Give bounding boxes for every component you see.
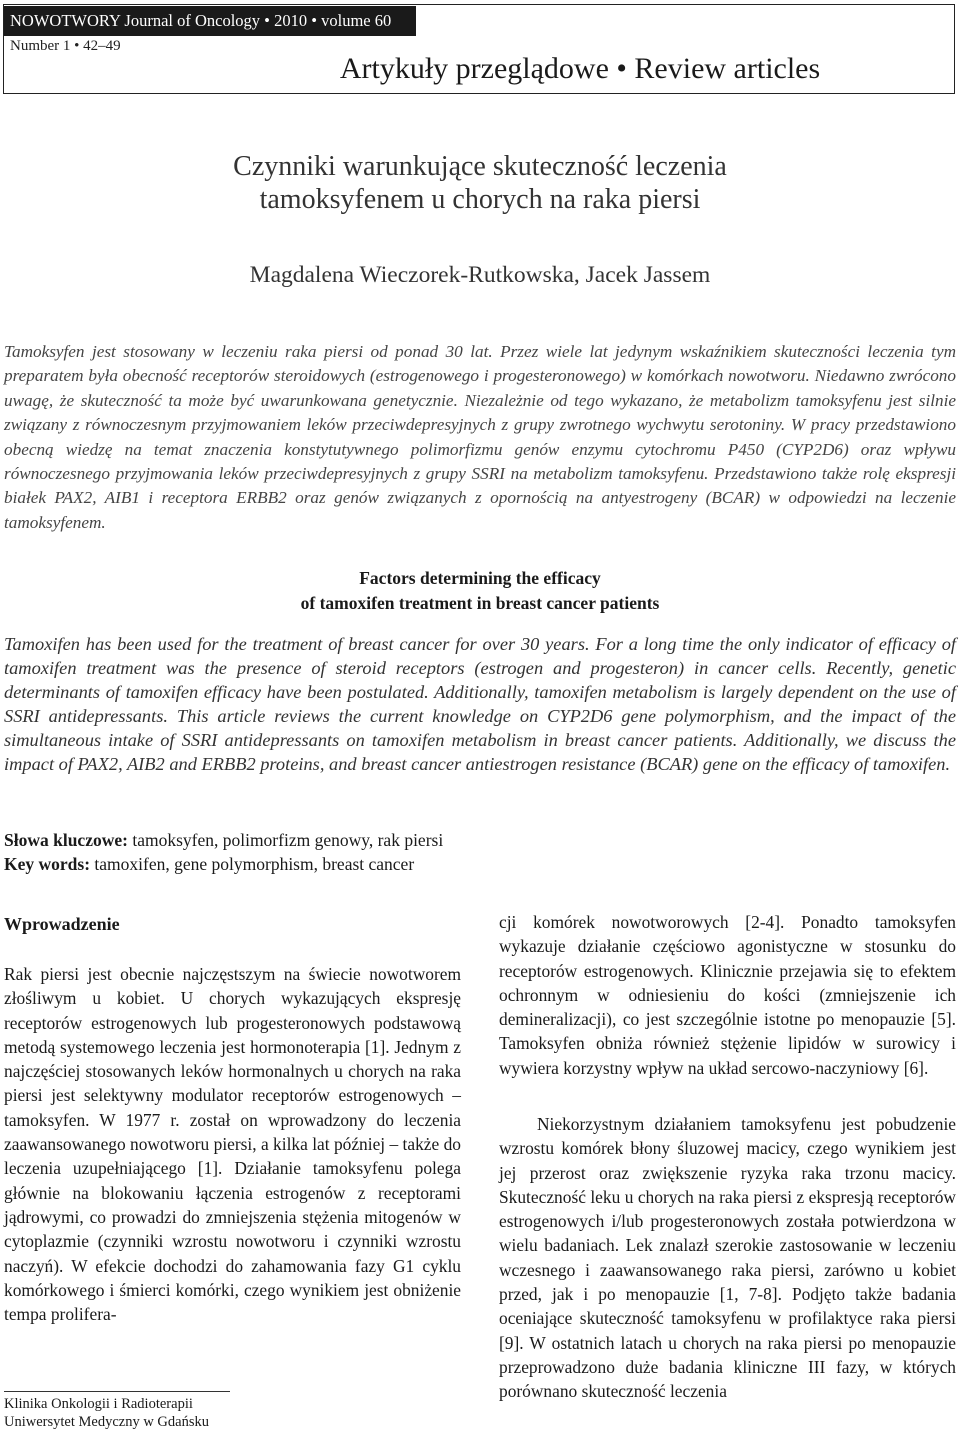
footnote-divider: [4, 1391, 230, 1392]
paragraph-text: cji komórek nowotworowych [2-4]. Ponadto tamoksyfen wykazuje działanie częściowo agonistyczne w stosunku do receptorów estrogenowych. Klinicznie przejawia się to efektem ochronnym w odniesieniu do kości (zmniejszenie ich demineralizacji), co jest szczególnie istotne po menopauzie [5]. Tamoksyfen obniża również stężenie lipidów w surowicy i wywiera korzystny wpływ na układ sercowo-naczyniowy [6].: [499, 912, 956, 1078]
section-title: Artykuły przeglądowe • Review articles: [339, 52, 821, 85]
affiliation-university: Uniwersytet Medyczny w Gdańsku: [4, 1414, 209, 1430]
keywords-polish-value: tamoksyfen, polimorfizm genowy, rak piersi: [127, 830, 444, 850]
title-pl-line-2: tamoksyfenem u chorych na raka piersi: [259, 184, 701, 215]
title-en-line-2: of tamoxifen treatment in breast cancer patients: [300, 593, 660, 613]
journal-name-bar: NOWOTWORY Journal of Oncology • 2010 • volume 60: [4, 6, 416, 36]
keywords-english: [4, 854, 414, 875]
abstract-polish: Tamoksyfen jest stosowany w leczeniu raka piersi od ponad 30 lat. Przez wiele lat jedynym wskaźnikiem skuteczności leczenia tym preparatem była obecność receptorów steroidowych (estrogenowego i progesteronowego) w komórkach nowotworu. Niedawno zwrócono uwagę, że skuteczność ta może być uwarunkowana genetycznie. Niezależnie od tego wykazano, że metabolizm tamoksyfenu jest silnie związany z równoczesnym przyjmowaniem leków przeciwdepresyjnych z grupy zwrotnego wychwytu serotoniny. W pracy przedstawiono obecną wiedzę na temat znaczenia konstytutywnego polimorfizmu genów enzymu cytochromu P450 (CYP2D6) oraz wpływu równoczesnego przyjmowania leków przeciwdepresyjnych z grupy SSRI na metabolizm tamoksyfenu. Przedstawiono także rolę ekspresji białek PAX2, AIB1 i receptora ERBB2 oraz genów związanych z opornością na antyestrogeny (BCAR) w odpowiedzi na leczenie tamoksyfenem.: [4, 342, 956, 532]
abstract-english: Tamoxifen has been used for the treatment of breast cancer for over 30 years. For a long time the only indicator of efficacy of tamoxifen treatment was the presence of steroid receptors (estrogen and progesteron) in cancer cells. Recently, genetic determinants of tamoxifen efficacy have been postulated. Additionally, tamoxifen metabolism is largely dependent on the use of SSRI antidepressants. This article reviews the current knowledge on CYP2D6 gene polymorphism, and the impact of the simultaneous intake of SSRI antidepressants on tamoxifen metabolism in breast cancer patients. Additionally, we discuss the impact of PAX2, AIB2 and ERBB2 proteins, and breast cancer antiestrogen resistance (BCAR) gene on the efficacy of tamoxifen.: [4, 634, 956, 775]
keywords-english-label: Key words:: [4, 854, 91, 874]
keywords-polish-label: Słowa kluczowe:: [4, 830, 128, 850]
authors: Magdalena Wieczorek-Rutkowska, Jacek Jassem: [249, 262, 711, 288]
keywords-polish: [4, 830, 443, 851]
issue-number: Number 1 • 42–49: [10, 38, 121, 54]
affiliation-clinic: Klinika Onkologii i Radioterapii: [4, 1396, 193, 1412]
paragraph-text: Niekorzystnym działaniem tamoksyfenu jest pobudzenie wzrostu komórek błony śluzowej macicy, czego wynikiem jest jej przerost oraz zwiększenie ryzyka raka trzonu macicy. Skuteczność leku u chorych na raka piersi z ekspresją receptorów estrogenowych i/lub progesteronowych została potwierdzona w wielu badaniach. Lek znalazł szerokie zastosowanie w leczeniu wczesnego i zaawansowanego raka piersi, zarówno u kobiet przed, jak i po menopauzie [1, 7-8]. Podjęto także badania oceniające skuteczność tamoksyfenu w profilaktyce raka piersi [9]. W ostatnich latach u chorych na raka piersi po menopauzie przeprowadzono duże badania kliniczne III fazy, w których porównano skuteczność leczenia: [499, 1114, 956, 1402]
right-column-paragraph-1: [499, 910, 956, 1080]
article-title-english: [0, 566, 960, 616]
affiliation-footnote: [4, 1395, 209, 1431]
section-heading-introduction: Wprowadzenie: [4, 914, 120, 934]
keywords-english-value: tamoxifen, gene polymorphism, breast cancer: [90, 854, 415, 874]
article-title-polish: [0, 150, 960, 216]
left-column-paragraph: [4, 962, 461, 1326]
right-column-paragraph-2: [499, 1112, 956, 1404]
title-en-line-1: Factors determining the efficacy: [359, 568, 601, 588]
paragraph-text: Rak piersi jest obecnie najczęstszym na świecie nowotworem złośliwym u kobiet. U chorych wykazujących ekspresję receptorów estrogenowych lub progesteronowych podstawową metodą systemowego leczenia jest hormonoterapia [1]. Jednym z najczęściej stosowanych leków hormonalnych u chorych na raka piersi jest selektywny modulator receptorów estrogenowych – tamoksyfen. W 1977 r. został on wprowadzony do leczenia zaawansowanego nowotworu piersi, a kilka lat później – także do leczenia uzupełniającego [1]. Działanie tamoksyfenu polega głównie na blokowaniu łączenia estrogenów z receptorami jądrowymi, co prowadzi do zmniejszenia stężenia mitogenów w cytoplazmie (czynniki wzrostu nowotworu i czynniki wzrostu naczyń). W efekcie dochodzi do zahamowania fazy G1 cyklu komórkowego i śmierci komórki, czego wynikiem jest obniżenie tempa prolifera-: [4, 964, 461, 1325]
title-pl-line-1: Czynniki warunkujące skuteczność leczenia: [233, 151, 727, 182]
